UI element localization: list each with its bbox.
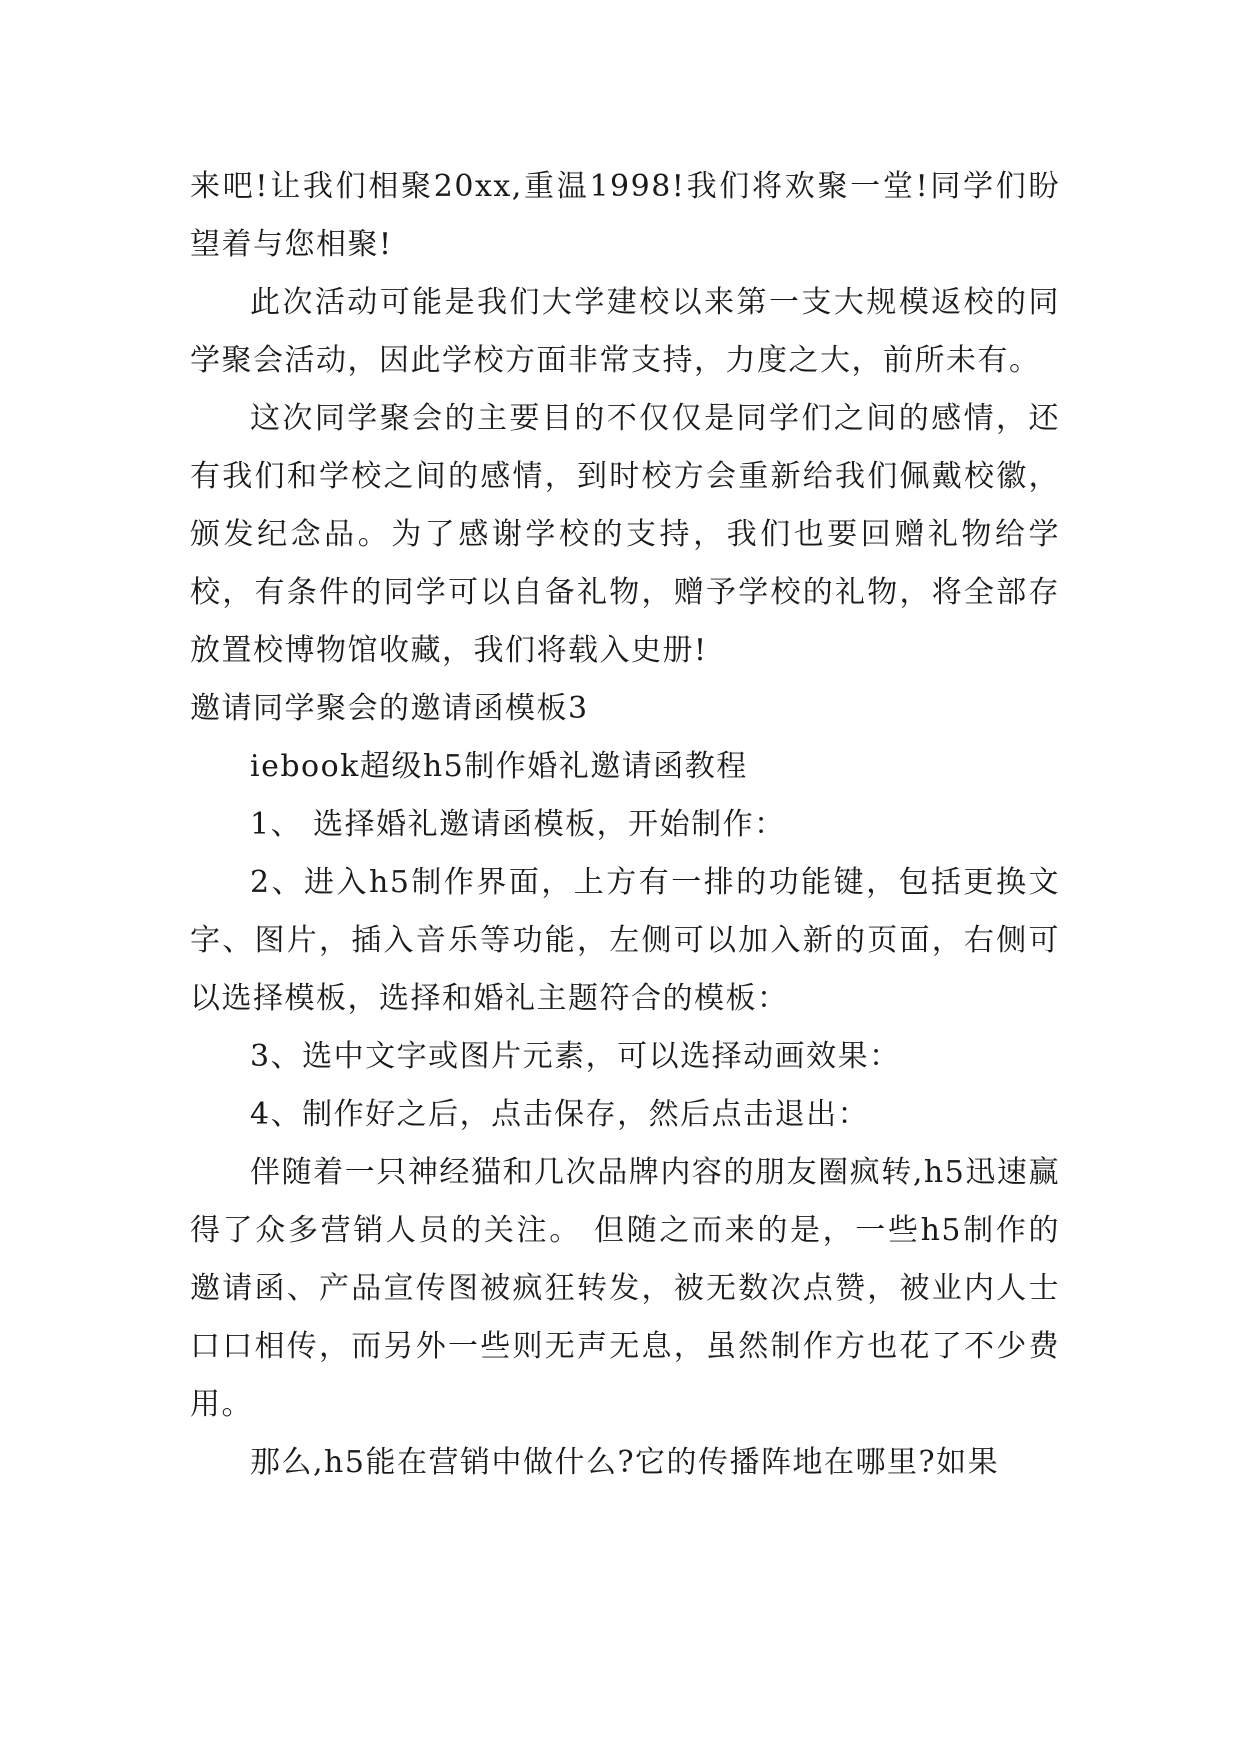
- paragraph-h5-marketing: 伴随着一只神经猫和几次品牌内容的朋友圈疯转,h5迅速赢得了众多营销人员的关注。 但随之而来的是，一些h5制作的邀请函、产品宣传图被疯狂转发，被无数次点赞，被业内人士口口相传，而另外一些则无声无息，虽然制作方也花了不少费用。: [190, 1155, 1060, 1422]
- paragraph-reunion-purpose: 这次同学聚会的主要目的不仅仅是同学们之间的感情，还有我们和学校之间的感情，到时校方会重新给我们佩戴校徽，颁发纪念品。为了感谢学校的支持，我们也要回赠礼物给学校，有条件的同学可以自备礼物，赠予学校的礼物，将全部存放置校博物馆收藏，我们将载入史册!: [190, 401, 1060, 668]
- tutorial-step-3: 3、选中文字或图片元素，可以选择动画效果：: [250, 1039, 901, 1074]
- tutorial-title: iebook超级h5制作婚礼邀请函教程: [250, 749, 748, 784]
- document-body: [190, 158, 1060, 1492]
- tutorial-step-2: 2、进入h5制作界面，上方有一排的功能键，包括更换文字、图片，插入音乐等功能，左侧可以加入新的页面，右侧可以选择模板，选择和婚礼主题符合的模板：: [190, 865, 1060, 1016]
- paragraph-h5-question: 那么,h5能在营销中做什么?它的传播阵地在哪里?如果: [250, 1445, 1000, 1480]
- tutorial-step-4: 4、制作好之后，点击保存，然后点击退出：: [250, 1097, 870, 1132]
- paragraph-invitation-closing: 来吧!让我们相聚20xx,重温1998!我们将欢聚一堂!同学们盼望着与您相聚!: [190, 169, 1060, 262]
- section-heading: 邀请同学聚会的邀请函模板3: [190, 691, 589, 726]
- tutorial-step-1: 1、 选择婚礼邀请函模板，开始制作：: [250, 807, 786, 842]
- paragraph-school-support: 此次活动可能是我们大学建校以来第一支大规模返校的同学聚会活动，因此学校方面非常支持，力度之大，前所未有。: [190, 285, 1060, 378]
